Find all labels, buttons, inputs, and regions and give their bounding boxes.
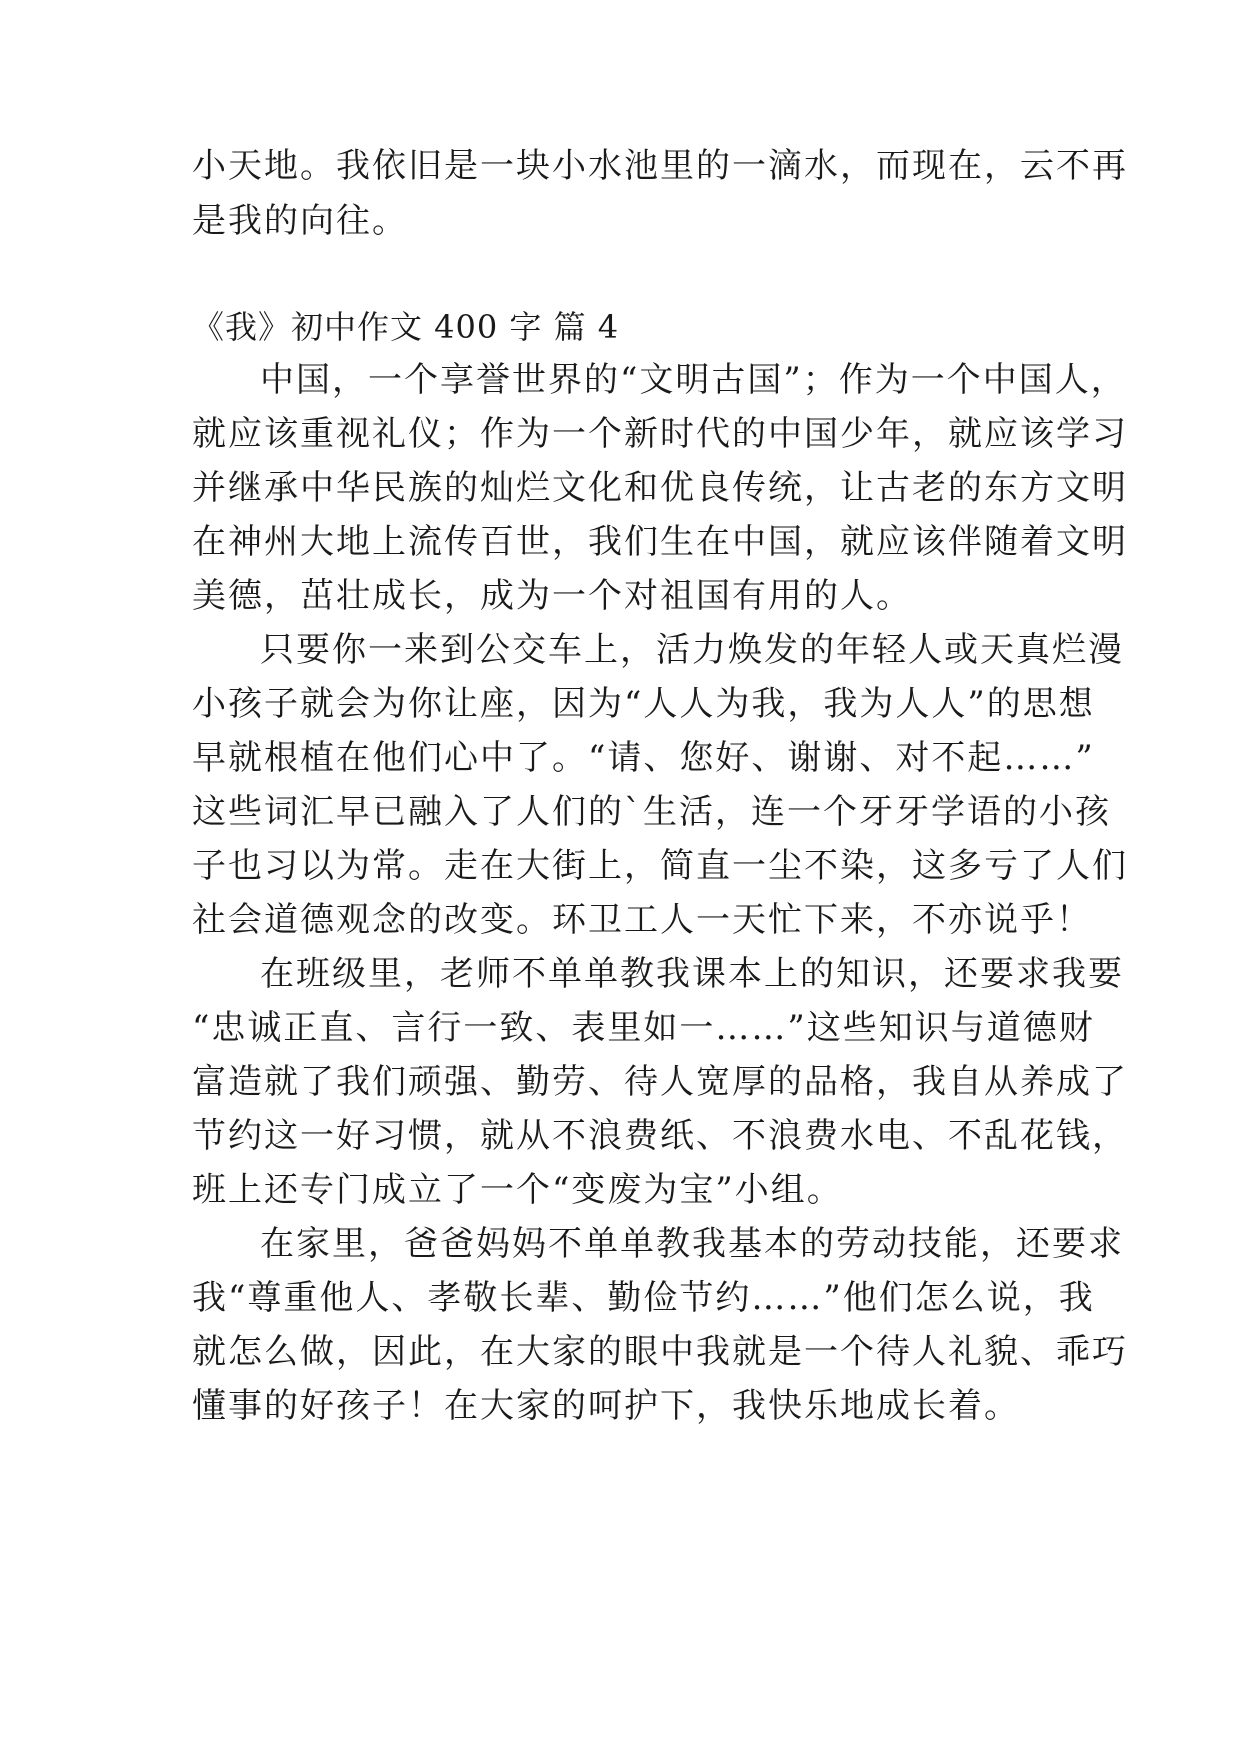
paragraph-first-line: 在家里，爸爸妈妈不单单教我基本的劳动技能，还要求 — [260, 1224, 1124, 1264]
text-line: 班上还专门成立了一个“变废为宝”小组。 — [192, 1170, 843, 1210]
text-line: 并继承中华民族的灿烂文化和优良传统，让古老的东方文明 — [192, 468, 1128, 508]
paragraph-first-line: 只要你一来到公交车上，活力焕发的年轻人或天真烂漫 — [260, 630, 1124, 670]
text-line: 我“尊重他人、孝敬长辈、勤俭节约……”他们怎么说，我 — [192, 1278, 1095, 1318]
section-heading: 《我》初中作文 400 字 篇 4 — [192, 308, 620, 346]
text-line: 这些词汇早已融入了人们的`生活，连一个牙牙学语的小孩 — [192, 792, 1111, 832]
paragraph-first-line: 在班级里，老师不单单教我课本上的知识，还要求我要 — [260, 954, 1124, 994]
text-line: 是我的向往。 — [192, 201, 408, 241]
text-line: 就怎么做，因此，在大家的眼中我就是一个待人礼貌、乖巧 — [192, 1332, 1128, 1372]
text-line: “忠诚正直、言行一致、表里如一……”这些知识与道德财 — [192, 1008, 1095, 1048]
text-line: 早就根植在他们心中了。“请、您好、谢谢、对不起……” — [192, 738, 1095, 778]
text-line: 在神州大地上流传百世，我们生在中国，就应该伴随着文明 — [192, 522, 1128, 562]
text-line: 小孩子就会为你让座，因为“人人为我，我为人人”的思想 — [192, 684, 1095, 724]
paragraph-first-line: 中国，一个享誉世界的“文明古国”；作为一个中国人， — [260, 360, 1127, 400]
text-line: 懂事的好孩子！在大家的呵护下，我快乐地成长着。 — [192, 1386, 1020, 1426]
text-line: 就应该重视礼仪；作为一个新时代的中国少年，就应该学习 — [192, 414, 1128, 454]
text-line: 节约这一好习惯，就从不浪费纸、不浪费水电、不乱花钱， — [192, 1116, 1128, 1156]
text-line: 社会道德观念的改变。环卫工人一天忙下来，不亦说乎！ — [192, 900, 1092, 940]
text-line: 富造就了我们顽强、勤劳、待人宽厚的品格，我自从养成了 — [192, 1062, 1128, 1102]
text-line: 美德，茁壮成长，成为一个对祖国有用的人。 — [192, 576, 912, 616]
text-line: 子也习以为常。走在大街上，简直一尘不染，这多亏了人们 — [192, 846, 1128, 886]
text-line: 小天地。我依旧是一块小水池里的一滴水，而现在，云不再 — [192, 146, 1128, 186]
